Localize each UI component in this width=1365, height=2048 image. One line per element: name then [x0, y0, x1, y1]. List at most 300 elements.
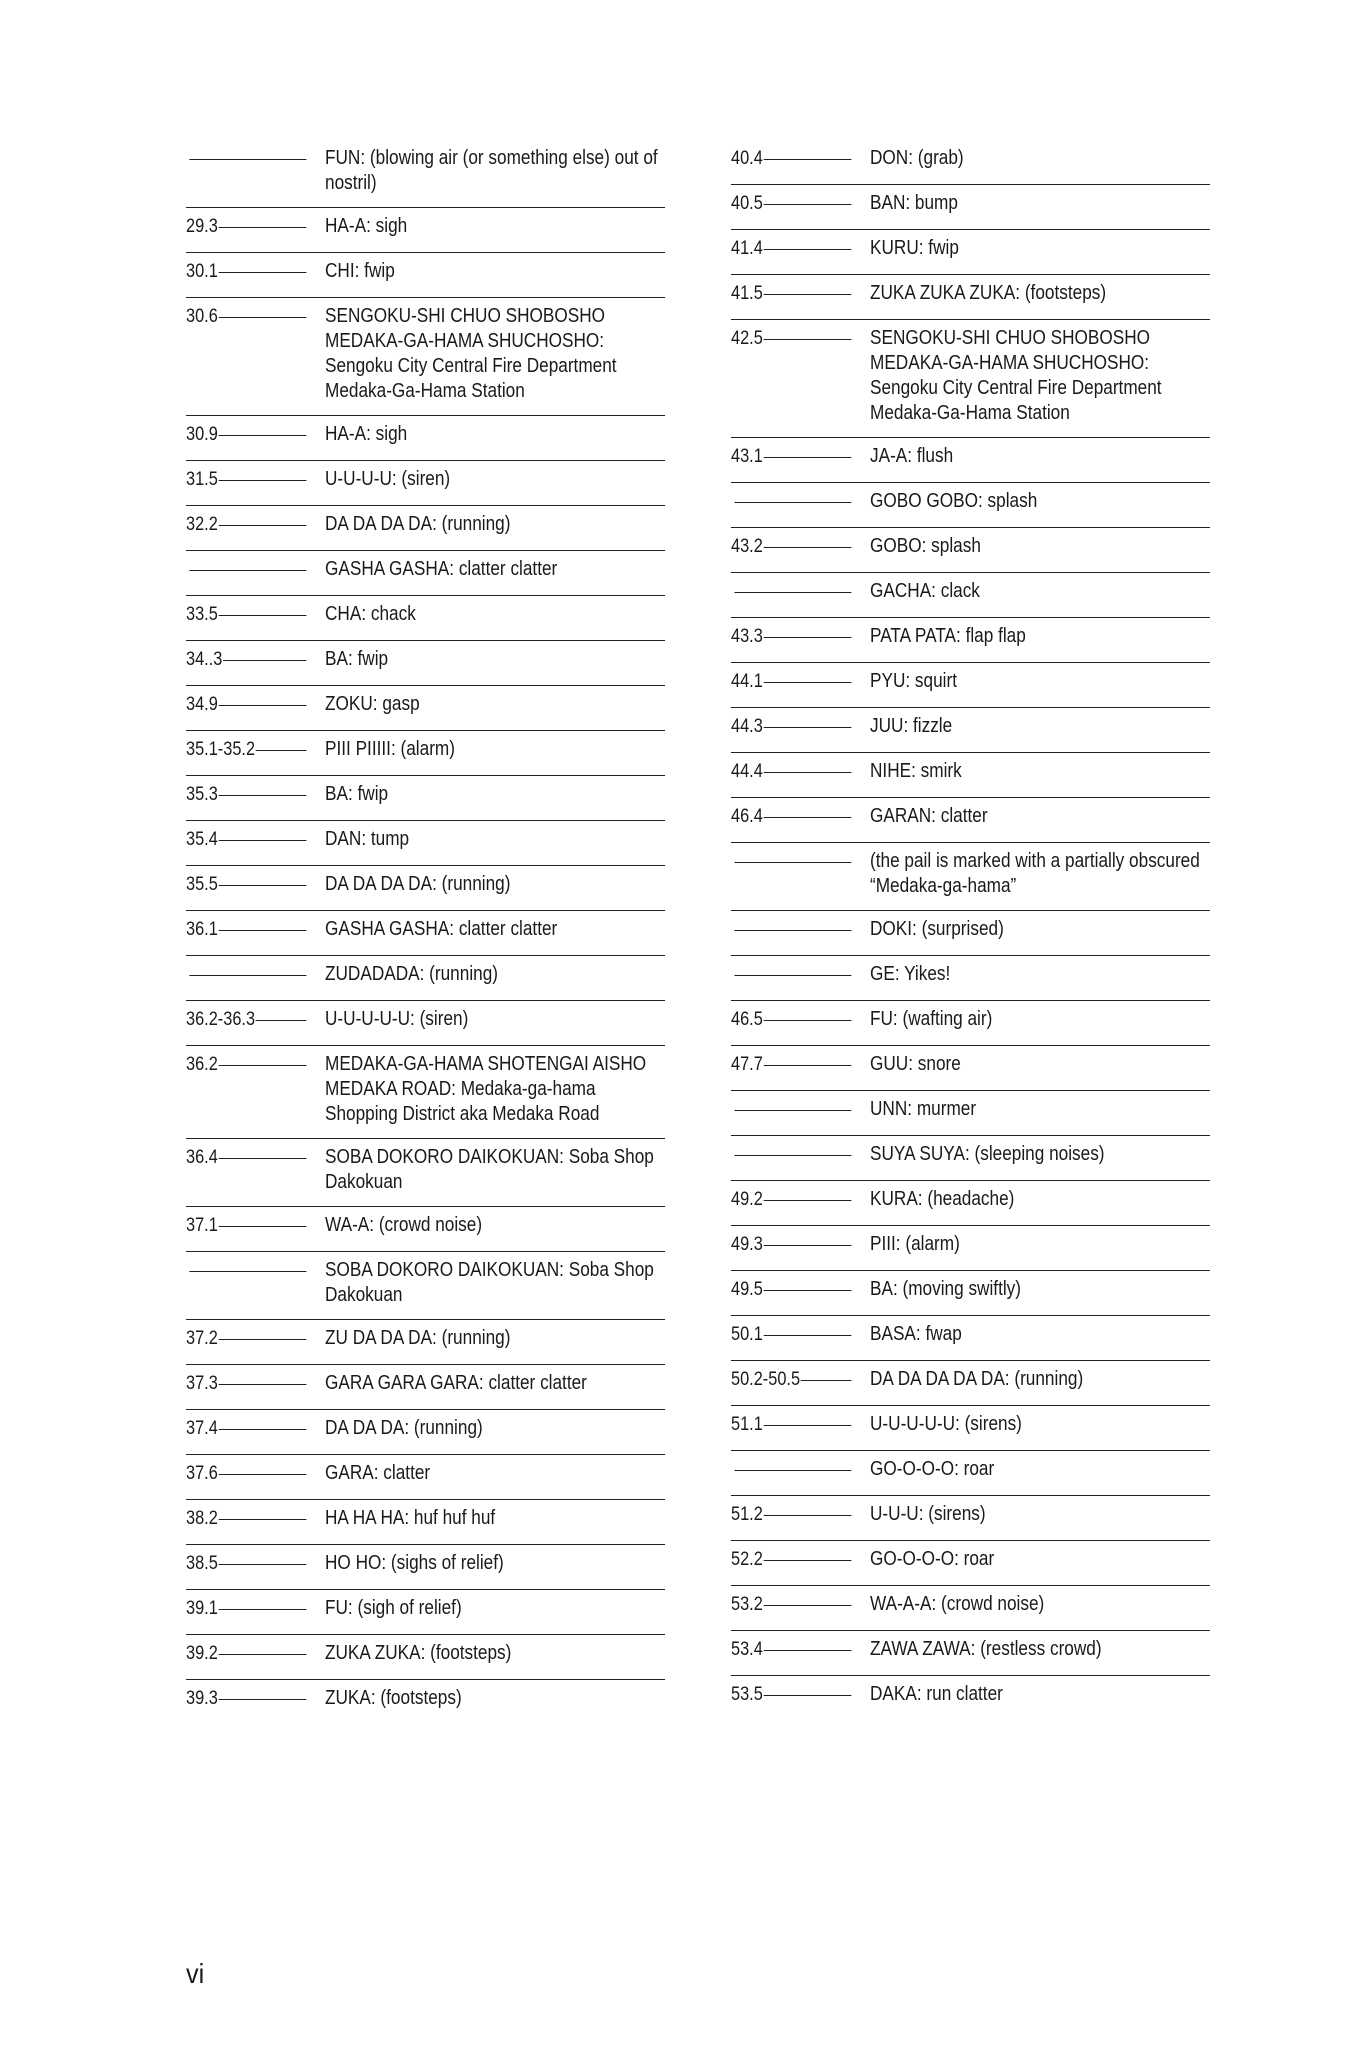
sound-effect-translation: SOBA DOKORO DAIKOKUAN: Soba Shop Dakokuan: [325, 1146, 654, 1193]
entry-reference: [731, 579, 851, 604]
glossary-entry: [186, 1139, 665, 1207]
page-panel-number: 37.4: [186, 1418, 218, 1439]
glossary-entry: [186, 1410, 665, 1455]
glossary-entry: [731, 1631, 1210, 1676]
entry-reference: [731, 1142, 851, 1167]
glossary-entry: [186, 1252, 665, 1320]
glossary-entry: [731, 275, 1210, 320]
entry-text: [325, 917, 665, 942]
glossary-entry: [731, 663, 1210, 708]
page-panel-number: 50.2-50.5: [731, 1369, 801, 1390]
entry-reference: [186, 737, 306, 762]
entry-reference: [731, 714, 851, 739]
glossary-entry: [186, 1500, 665, 1545]
sound-effect-translation: FUN: (blowing air (or something else) out of nostril): [325, 147, 658, 194]
entry-reference: [731, 1412, 851, 1437]
sound-effect-translation: CHI: fwip: [325, 260, 395, 282]
entry-reference: [731, 1322, 851, 1347]
entry-reference: [731, 146, 851, 171]
glossary-entry: [186, 1455, 665, 1500]
sound-effect-translation: JA-A: flush: [870, 445, 954, 467]
glossary-entry: [731, 753, 1210, 798]
sound-effect-translation: PIII PIIIII: (alarm): [325, 738, 455, 760]
glossary-entry: [186, 596, 665, 641]
glossary-entry: [186, 821, 665, 866]
entry-reference: [731, 962, 851, 987]
entry-reference: [186, 1052, 306, 1077]
entry-text: [870, 444, 1210, 469]
glossary-entry: [186, 506, 665, 551]
entry-text: [325, 304, 665, 404]
entry-reference: [731, 917, 851, 942]
page-panel-number: 53.4: [731, 1639, 763, 1660]
glossary-entry: [186, 1365, 665, 1410]
glossary-entry: [731, 185, 1210, 230]
entry-reference: [731, 1637, 851, 1662]
sound-effect-translation: BASA: fwap: [870, 1323, 962, 1345]
page-panel-number: 46.5: [731, 1009, 763, 1030]
sound-effect-translation: HA-A: sigh: [325, 215, 408, 237]
page-panel-number: 41.4: [731, 238, 763, 259]
page-panel-number: 29.3: [186, 216, 218, 237]
glossary-entry: [186, 1207, 665, 1252]
glossary-entry: [731, 140, 1210, 185]
page-panel-number: 35.3: [186, 784, 218, 805]
entry-reference: [731, 191, 851, 216]
sound-effect-translation: SENGOKU-SHI CHUO SHOBOSHO MEDAKA-GA-HAMA SHUCHOSHO: Sengoku City Central Fire Department Medaka-Ga-Hama Station: [870, 327, 1162, 424]
glossary-entry: [731, 843, 1210, 911]
sound-effect-translation: SENGOKU-SHI CHUO SHOBOSHO MEDAKA-GA-HAMA SHUCHOSHO: Sengoku City Central Fire Department Medaka-Ga-Hama Station: [325, 305, 617, 402]
page-panel-number: 32.2: [186, 514, 218, 535]
sound-effect-translation: DA DA DA DA: (running): [325, 513, 511, 535]
entry-text: [325, 1371, 665, 1396]
entry-reference: [731, 1187, 851, 1212]
leader-line: [734, 592, 851, 593]
glossary-entry: [731, 1361, 1210, 1406]
entry-reference: [186, 1371, 306, 1396]
entry-text: [870, 1232, 1210, 1257]
glossary-entry: [731, 230, 1210, 275]
page-panel-number: 30.1: [186, 261, 218, 282]
glossary-entry: [186, 208, 665, 253]
leader-line: [189, 975, 306, 976]
entry-reference: [186, 872, 306, 897]
page-number: vi: [186, 1958, 205, 1989]
entry-reference: [731, 489, 851, 514]
entry-reference: [186, 1258, 306, 1283]
entry-text: [325, 557, 665, 582]
glossary-entry: [731, 956, 1210, 1001]
glossary-right-column: [731, 140, 1210, 1720]
entry-text: [870, 1142, 1210, 1167]
sound-effect-translation: GARA: clatter: [325, 1462, 431, 1484]
glossary-entry: [731, 1496, 1210, 1541]
page-panel-number: 53.5: [731, 1684, 763, 1705]
glossary-entry: [186, 1680, 665, 1724]
entry-reference: [731, 759, 851, 784]
page-panel-number: 30.9: [186, 424, 218, 445]
glossary-entry: [731, 1271, 1210, 1316]
entry-reference: [731, 281, 851, 306]
entry-reference: [731, 1547, 851, 1572]
entry-reference: [186, 304, 306, 329]
page-panel-number: 51.1: [731, 1414, 763, 1435]
entry-text: [325, 602, 665, 627]
sound-effect-translation: PIII: (alarm): [870, 1233, 960, 1255]
glossary-entry: [731, 1046, 1210, 1091]
page-panel-number: 35.4: [186, 829, 218, 850]
glossary-entry: [186, 731, 665, 776]
entry-text: [870, 1052, 1210, 1077]
entry-reference: [186, 827, 306, 852]
page-panel-number: 44.1: [731, 671, 763, 692]
sound-effect-translation: KURU: fwip: [870, 237, 959, 259]
entry-text: [870, 1547, 1210, 1572]
page-panel-number: 43.2: [731, 536, 763, 557]
page-panel-number: 47.7: [731, 1054, 763, 1075]
entry-text: [325, 692, 665, 717]
glossary-entry: [731, 1091, 1210, 1136]
leader-line: [734, 975, 851, 976]
entry-text: [325, 782, 665, 807]
entry-text: [870, 759, 1210, 784]
entry-text: [325, 422, 665, 447]
page-panel-number: 53.2: [731, 1594, 763, 1615]
entry-reference: [186, 512, 306, 537]
page-panel-number: 37.1: [186, 1215, 218, 1236]
entry-text: [325, 467, 665, 492]
sound-effect-translation: BA: (moving swiftly): [870, 1278, 1022, 1300]
entry-reference: [186, 647, 306, 672]
entry-text: [325, 1052, 665, 1127]
glossary-entry: [731, 618, 1210, 663]
sound-effect-translation: SUYA SUYA: (sleeping noises): [870, 1143, 1105, 1165]
sound-effect-translation: JUU: fizzle: [870, 715, 953, 737]
glossary-entry: [186, 140, 665, 208]
glossary-entry: [186, 416, 665, 461]
sound-effect-translation: ZUKA: (footsteps): [325, 1687, 462, 1709]
entry-text: [870, 191, 1210, 216]
entry-text: [870, 1007, 1210, 1032]
sound-effect-translation: U-U-U-U-U: (sirens): [870, 1413, 1022, 1435]
entry-text: [870, 1322, 1210, 1347]
sound-effect-translation: GARA GARA GARA: clatter clatter: [325, 1372, 587, 1394]
sound-effect-translation: ZUKA ZUKA: (footsteps): [325, 1642, 512, 1664]
glossary-entry: [186, 298, 665, 416]
sound-effect-translation: GACHA: clack: [870, 580, 980, 602]
entry-text: [870, 1682, 1210, 1707]
sound-effect-translation: ZAWA ZAWA: (restless crowd): [870, 1638, 1102, 1660]
entry-reference: [186, 1551, 306, 1576]
page-panel-number: 44.3: [731, 716, 763, 737]
entry-text: [870, 669, 1210, 694]
glossary-entry: [186, 1590, 665, 1635]
entry-text: [325, 1686, 665, 1711]
page-panel-number: 42.5: [731, 328, 763, 349]
sound-effect-translation: DON: (grab): [870, 147, 964, 169]
glossary-entry: [186, 1320, 665, 1365]
page-panel-number: 35.1-35.2: [186, 739, 256, 760]
glossary-left-column: [186, 140, 665, 1724]
entry-text: [870, 236, 1210, 261]
entry-text: [325, 647, 665, 672]
glossary-entry: [731, 1541, 1210, 1586]
entry-reference: [186, 1213, 306, 1238]
entry-reference: [186, 962, 306, 987]
entry-text: [325, 1145, 665, 1195]
entry-text: [870, 489, 1210, 514]
page-panel-number: 36.2-36.3: [186, 1009, 256, 1030]
sound-effect-translation: GO-O-O-O: roar: [870, 1548, 995, 1570]
entry-text: [870, 1277, 1210, 1302]
entry-text: [870, 1412, 1210, 1437]
entry-reference: [186, 1326, 306, 1351]
page-panel-number: 37.3: [186, 1373, 218, 1394]
entry-reference: [731, 1502, 851, 1527]
entry-reference: [731, 669, 851, 694]
sound-effect-translation: GOBO: splash: [870, 535, 981, 557]
entry-reference: [731, 1007, 851, 1032]
sound-effect-translation: ZUKA ZUKA ZUKA: (footsteps): [870, 282, 1107, 304]
sound-effect-translation: WA-A-A: (crowd noise): [870, 1593, 1045, 1615]
entry-text: [325, 146, 665, 196]
entry-reference: [731, 1277, 851, 1302]
glossary-entry: [186, 956, 665, 1001]
page-panel-number: 41.5: [731, 283, 763, 304]
sound-effect-translation: CHA: chack: [325, 603, 416, 625]
glossary-entry: [731, 1136, 1210, 1181]
page-panel-number: 43.3: [731, 626, 763, 647]
entry-reference: [731, 534, 851, 559]
glossary-entry: [731, 438, 1210, 483]
entry-text: [325, 1461, 665, 1486]
entry-text: [870, 1637, 1210, 1662]
sound-effect-translation: DA DA DA: (running): [325, 1417, 483, 1439]
sound-effect-translation: PYU: squirt: [870, 670, 957, 692]
sound-effect-translation: (the pail is marked with a partially obscured “Medaka-ga-hama”: [870, 850, 1200, 897]
sound-effect-translation: SOBA DOKORO DAIKOKUAN: Soba Shop Dakokuan: [325, 1259, 654, 1306]
entry-reference: [731, 804, 851, 829]
entry-text: [870, 1592, 1210, 1617]
page-panel-number: 33.5: [186, 604, 218, 625]
entry-reference: [186, 146, 306, 171]
sound-effect-translation: MEDAKA-GA-HAMA SHOTENGAI AISHO MEDAKA ROAD: Medaka-ga-hama Shopping District aka Medaka Road: [325, 1053, 647, 1125]
entry-reference: [731, 444, 851, 469]
page-panel-number: 50.1: [731, 1324, 763, 1345]
entry-text: [870, 1187, 1210, 1212]
sound-effect-translation: GARAN: clatter: [870, 805, 988, 827]
entry-text: [325, 827, 665, 852]
glossary-entry: [731, 528, 1210, 573]
sound-effect-translation: GE: Yikes!: [870, 963, 951, 985]
sound-effect-translation: DAN: tump: [325, 828, 410, 850]
entry-text: [870, 1367, 1210, 1392]
entry-reference: [731, 1232, 851, 1257]
page-panel-number: 38.2: [186, 1508, 218, 1529]
leader-line: [734, 502, 851, 503]
leader-line: [734, 1470, 851, 1471]
entry-text: [325, 1416, 665, 1441]
page-panel-number: 43.1: [731, 446, 763, 467]
entry-reference: [186, 1007, 306, 1032]
entry-text: [325, 737, 665, 762]
sound-effect-translation: ZUDADADA: (running): [325, 963, 499, 985]
entry-reference: [186, 692, 306, 717]
entry-text: [870, 917, 1210, 942]
glossary-entry: [186, 253, 665, 298]
entry-text: [325, 962, 665, 987]
leader-line: [734, 930, 851, 931]
entry-reference: [186, 1641, 306, 1666]
sound-effect-translation: DOKI: (surprised): [870, 918, 1004, 940]
page-panel-number: 52.2: [731, 1549, 763, 1570]
glossary-entry: [186, 686, 665, 731]
page-panel-number: 38.5: [186, 1553, 218, 1574]
page-panel-number: 39.1: [186, 1598, 218, 1619]
page-panel-number: 36.1: [186, 919, 218, 940]
entry-text: [870, 849, 1210, 899]
page-panel-number: 31.5: [186, 469, 218, 490]
entry-text: [325, 512, 665, 537]
entry-reference: [186, 602, 306, 627]
entry-text: [870, 281, 1210, 306]
sound-effect-translation: U-U-U: (sirens): [870, 1503, 986, 1525]
page-panel-number: 34..3: [186, 649, 223, 670]
entry-text: [325, 214, 665, 239]
sound-effect-translation: GO-O-O-O: roar: [870, 1458, 995, 1480]
page-panel-number: 44.4: [731, 761, 763, 782]
entry-reference: [731, 849, 851, 874]
glossary-entry: [731, 1316, 1210, 1361]
glossary-entry: [186, 911, 665, 956]
glossary-entry: [186, 1001, 665, 1046]
entry-text: [870, 534, 1210, 559]
entry-reference: [731, 1367, 851, 1392]
page-panel-number: 40.5: [731, 193, 763, 214]
page-panel-number: 30.6: [186, 306, 218, 327]
glossary-entry: [731, 573, 1210, 618]
page-panel-number: 51.2: [731, 1504, 763, 1525]
sound-effect-translation: FU: (wafting air): [870, 1008, 993, 1030]
page-panel-number: 35.5: [186, 874, 218, 895]
entry-reference: [186, 917, 306, 942]
entry-text: [325, 1326, 665, 1351]
page-panel-number: 46.4: [731, 806, 763, 827]
page-panel-number: 39.3: [186, 1688, 218, 1709]
sound-effect-translation: HA-A: sigh: [325, 423, 408, 445]
page-panel-number: 40.4: [731, 148, 763, 169]
entry-reference: [186, 1686, 306, 1711]
entry-text: [870, 1097, 1210, 1122]
page-panel-number: 37.2: [186, 1328, 218, 1349]
page-panel-number: 49.2: [731, 1189, 763, 1210]
glossary-entry: [186, 776, 665, 821]
entry-reference: [186, 1506, 306, 1531]
sound-effect-translation: DA DA DA DA: (running): [325, 873, 511, 895]
entry-text: [325, 1506, 665, 1531]
page-panel-number: 39.2: [186, 1643, 218, 1664]
glossary-entry: [731, 708, 1210, 753]
entry-text: [870, 1457, 1210, 1482]
leader-line: [189, 570, 306, 571]
page-panel-number: 49.5: [731, 1279, 763, 1300]
sound-effect-translation: HO HO: (sighs of relief): [325, 1552, 504, 1574]
sound-effect-translation: DAKA: run clatter: [870, 1683, 1003, 1705]
glossary-entry: [186, 461, 665, 506]
entry-text: [870, 146, 1210, 171]
entry-text: [325, 259, 665, 284]
entry-reference: [731, 326, 851, 351]
glossary-entry: [731, 798, 1210, 843]
glossary-entry: [186, 1545, 665, 1590]
glossary-entry: [731, 1181, 1210, 1226]
sound-effect-translation: BAN: bump: [870, 192, 958, 214]
sound-effect-translation: KURA: (headache): [870, 1188, 1015, 1210]
page-panel-number: 36.4: [186, 1147, 218, 1168]
sound-effect-translation: GOBO GOBO: splash: [870, 490, 1038, 512]
entry-text: [870, 579, 1210, 604]
glossary-entry: [731, 483, 1210, 528]
sound-effect-translation: UNN: murmer: [870, 1098, 977, 1120]
sound-effect-translation: HA HA HA: huf huf huf: [325, 1507, 496, 1529]
entry-reference: [731, 236, 851, 261]
entry-reference: [731, 1457, 851, 1482]
entry-text: [325, 1007, 665, 1032]
entry-text: [325, 1641, 665, 1666]
glossary-entry: [186, 1635, 665, 1680]
entry-text: [870, 326, 1210, 426]
entry-text: [870, 1502, 1210, 1527]
page-panel-number: 34.9: [186, 694, 218, 715]
glossary-entry: [731, 1676, 1210, 1720]
glossary-entry: [731, 1451, 1210, 1496]
entry-text: [870, 804, 1210, 829]
entry-reference: [186, 214, 306, 239]
entry-reference: [731, 1592, 851, 1617]
entry-text: [870, 714, 1210, 739]
page-panel-number: 49.3: [731, 1234, 763, 1255]
entry-reference: [731, 624, 851, 649]
sound-effect-translation: FU: (sigh of relief): [325, 1597, 462, 1619]
glossary-entry: [731, 1586, 1210, 1631]
sound-effect-translation: ZU DA DA DA: (running): [325, 1327, 511, 1349]
glossary-entry: [731, 1406, 1210, 1451]
sound-effect-translation: DA DA DA DA DA: (running): [870, 1368, 1084, 1390]
glossary-entry: [186, 551, 665, 596]
entry-text: [325, 872, 665, 897]
entry-reference: [186, 1596, 306, 1621]
sound-effect-translation: U-U-U-U: (siren): [325, 468, 451, 490]
sound-effect-translation: GASHA GASHA: clatter clatter: [325, 558, 558, 580]
leader-line: [189, 159, 306, 160]
entry-reference: [186, 1461, 306, 1486]
entry-text: [325, 1258, 665, 1308]
glossary-entry: [731, 911, 1210, 956]
leader-line: [734, 1110, 851, 1111]
glossary-entry: [186, 641, 665, 686]
entry-reference: [186, 259, 306, 284]
entry-text: [870, 962, 1210, 987]
entry-reference: [731, 1052, 851, 1077]
entry-reference: [186, 557, 306, 582]
sound-effect-translation: ZOKU: gasp: [325, 693, 420, 715]
glossary-entry: [731, 1001, 1210, 1046]
glossary-entry: [731, 320, 1210, 438]
entry-text: [870, 624, 1210, 649]
entry-reference: [731, 1097, 851, 1122]
glossary-entry: [186, 866, 665, 911]
glossary-entry: [731, 1226, 1210, 1271]
